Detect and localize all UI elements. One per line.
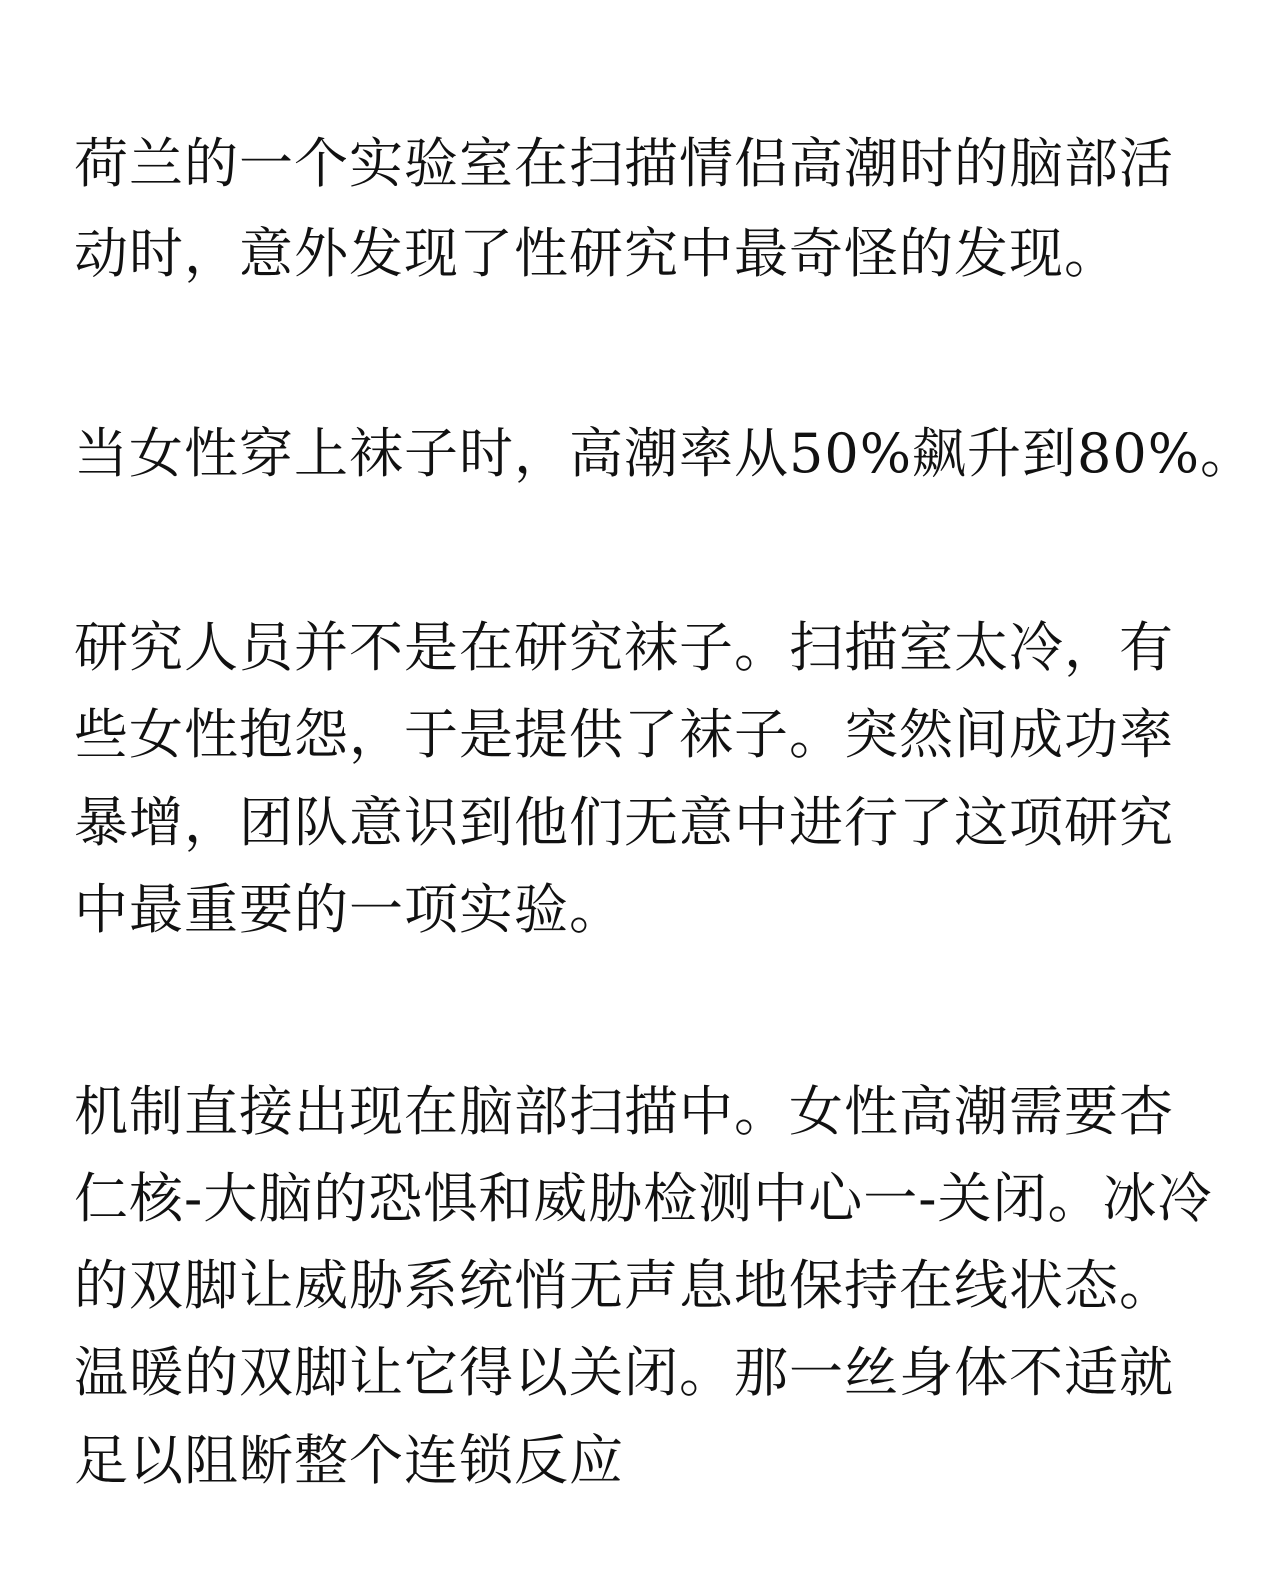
text-line: 暴增，团队意识到他们无意中进行了这项研究 bbox=[74, 791, 1174, 854]
text-line: 机制直接出现在脑部扫描中。女性高潮需要杏 bbox=[74, 1080, 1174, 1143]
text-line: 中最重要的一项实验。 bbox=[74, 878, 624, 941]
text-line: 当女性穿上袜子时，高潮率从50%飙升到80%。 bbox=[74, 422, 1256, 485]
text-line: 仁核-大脑的恐惧和威胁检测中心一-关闭。冰冷 bbox=[74, 1167, 1213, 1230]
text-line: 足以阻断整个连锁反应 bbox=[74, 1429, 624, 1492]
text-line: 研究人员并不是在研究袜子。扫描室太冷，有 bbox=[74, 616, 1174, 679]
text-line: 温暖的双脚让它得以关闭。那一丝身体不适就 bbox=[74, 1341, 1174, 1404]
text-line: 的双脚让威胁系统悄无声息地保持在线状态。 bbox=[74, 1254, 1174, 1317]
text-line: 动时，意外发现了性研究中最奇怪的发现。 bbox=[74, 222, 1119, 285]
text-line: 荷兰的一个实验室在扫描情侣高潮时的脑部活 bbox=[74, 132, 1174, 195]
text-line: 些女性抱怨，于是提供了袜子。突然间成功率 bbox=[74, 703, 1174, 766]
